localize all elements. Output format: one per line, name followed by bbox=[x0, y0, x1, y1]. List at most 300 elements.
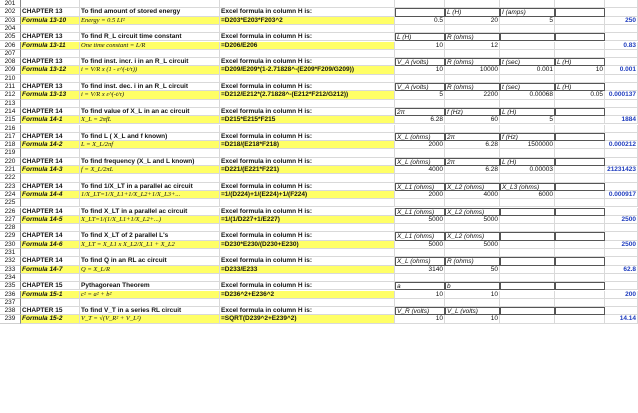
empty-cell[interactable] bbox=[500, 274, 555, 282]
description-cell[interactable]: To find X_LT in a parallel ac circuit bbox=[80, 208, 220, 216]
value-f-cell[interactable]: 5 bbox=[500, 17, 555, 25]
chapter-cell[interactable]: CHAPTER 13 bbox=[21, 83, 80, 91]
formula-label-cell[interactable]: Excel formula in column H is: bbox=[220, 183, 395, 191]
chapter-cell[interactable]: CHAPTER 14 bbox=[21, 208, 80, 216]
value-g-cell[interactable] bbox=[555, 266, 605, 274]
empty-cell[interactable] bbox=[220, 299, 395, 307]
value-d-cell[interactable]: 10 bbox=[395, 291, 445, 299]
empty-cell[interactable] bbox=[395, 224, 445, 232]
result-cell[interactable]: 1884 bbox=[605, 116, 638, 124]
formula-number-cell[interactable]: Formula 14-3 bbox=[21, 166, 80, 174]
column-e-header[interactable]: f (Hz) bbox=[445, 108, 500, 116]
empty-cell[interactable] bbox=[220, 100, 395, 108]
row-number[interactable]: 206 bbox=[0, 42, 21, 50]
column-h-header[interactable] bbox=[605, 183, 638, 191]
empty-cell[interactable] bbox=[555, 274, 605, 282]
value-g-cell[interactable] bbox=[555, 241, 605, 249]
value-f-cell[interactable]: 0.00003 bbox=[500, 166, 555, 174]
result-cell[interactable]: 2500 bbox=[605, 216, 638, 224]
description-cell[interactable]: To find X_LT of 2 parallel L's bbox=[80, 232, 220, 240]
empty-cell[interactable] bbox=[395, 249, 445, 257]
description-cell[interactable]: To find 1/X_LT in a parallel ac circuit bbox=[80, 183, 220, 191]
column-h-header[interactable] bbox=[605, 307, 638, 315]
value-g-cell[interactable] bbox=[555, 191, 605, 199]
column-d-header[interactable]: 2π bbox=[395, 108, 445, 116]
description-cell[interactable]: To find R_L circuit time constant bbox=[80, 33, 220, 41]
empty-cell[interactable] bbox=[220, 224, 395, 232]
row-number[interactable]: 221 bbox=[0, 166, 21, 174]
excel-formula-cell[interactable]: =D236^2+E236^2 bbox=[220, 291, 395, 299]
column-e-header[interactable]: R (ohms) bbox=[445, 58, 500, 66]
empty-cell[interactable] bbox=[555, 199, 605, 207]
excel-formula-cell[interactable]: =D233/E233 bbox=[220, 266, 395, 274]
row-number[interactable]: 216 bbox=[0, 125, 21, 133]
empty-cell[interactable] bbox=[21, 274, 80, 282]
column-d-header[interactable]: a bbox=[395, 282, 445, 290]
column-h-header[interactable] bbox=[605, 208, 638, 216]
value-f-cell[interactable]: 0.00068 bbox=[500, 91, 555, 99]
formula-label-cell[interactable]: Excel formula in column H is: bbox=[220, 232, 395, 240]
row-number[interactable]: 227 bbox=[0, 216, 21, 224]
formula-expression-cell[interactable]: L = X_L/2πf bbox=[80, 141, 220, 149]
empty-cell[interactable] bbox=[445, 125, 500, 133]
column-h-header[interactable] bbox=[605, 158, 638, 166]
row-number[interactable]: 229 bbox=[0, 232, 21, 240]
empty-cell[interactable] bbox=[80, 249, 220, 257]
excel-formula-cell[interactable]: =D212/E212*(2.71828^-(E212*F212/G212)) bbox=[220, 91, 395, 99]
result-cell[interactable]: 200 bbox=[605, 291, 638, 299]
empty-cell[interactable] bbox=[21, 174, 80, 182]
row-number[interactable]: 232 bbox=[0, 257, 21, 265]
empty-cell[interactable] bbox=[445, 224, 500, 232]
empty-cell[interactable] bbox=[500, 174, 555, 182]
formula-number-cell[interactable]: Formula 14-1 bbox=[21, 116, 80, 124]
row-number[interactable]: 236 bbox=[0, 291, 21, 299]
value-d-cell[interactable]: 6.28 bbox=[395, 116, 445, 124]
excel-formula-cell[interactable]: =1/(D224)+1/(E224)+1/(F224) bbox=[220, 191, 395, 199]
value-d-cell[interactable]: 10 bbox=[395, 42, 445, 50]
formula-expression-cell[interactable]: X_L = 2πfL bbox=[80, 116, 220, 124]
row-number[interactable]: 207 bbox=[0, 50, 21, 58]
empty-cell[interactable] bbox=[220, 199, 395, 207]
result-cell[interactable]: 0.000212 bbox=[605, 141, 638, 149]
empty-cell[interactable] bbox=[445, 25, 500, 33]
formula-label-cell[interactable]: Excel formula in column H is: bbox=[220, 108, 395, 116]
row-number[interactable]: 224 bbox=[0, 191, 21, 199]
empty-cell[interactable] bbox=[80, 50, 220, 58]
column-h-header[interactable] bbox=[605, 257, 638, 265]
column-e-header[interactable]: X_L2 (ohms) bbox=[445, 232, 500, 240]
result-cell[interactable]: 0.83 bbox=[605, 42, 638, 50]
value-f-cell[interactable] bbox=[500, 216, 555, 224]
row-number[interactable]: 219 bbox=[0, 149, 21, 157]
column-h-header[interactable] bbox=[605, 83, 638, 91]
column-f-header[interactable] bbox=[500, 282, 555, 290]
formula-label-cell[interactable]: Excel formula in column H is: bbox=[220, 307, 395, 315]
empty-cell[interactable] bbox=[500, 0, 555, 8]
empty-cell[interactable] bbox=[500, 100, 555, 108]
row-number[interactable]: 218 bbox=[0, 141, 21, 149]
chapter-cell[interactable]: CHAPTER 13 bbox=[21, 8, 80, 16]
excel-formula-cell[interactable]: =D203*E203*F203^2 bbox=[220, 17, 395, 25]
empty-cell[interactable] bbox=[220, 75, 395, 83]
empty-cell[interactable] bbox=[80, 274, 220, 282]
formula-label-cell[interactable]: Excel formula in column H is: bbox=[220, 33, 395, 41]
column-d-header[interactable]: V_A (volts) bbox=[395, 83, 445, 91]
formula-expression-cell[interactable]: Q = X_L/R bbox=[80, 266, 220, 274]
value-d-cell[interactable]: 10 bbox=[395, 315, 445, 323]
row-number[interactable]: 223 bbox=[0, 183, 21, 191]
empty-cell[interactable] bbox=[80, 174, 220, 182]
column-g-header[interactable]: L (H) bbox=[555, 58, 605, 66]
column-e-header[interactable]: X_L2 (ohms) bbox=[445, 208, 500, 216]
column-f-header[interactable] bbox=[500, 232, 555, 240]
row-number[interactable]: 228 bbox=[0, 224, 21, 232]
empty-cell[interactable] bbox=[555, 50, 605, 58]
value-g-cell[interactable]: 10 bbox=[555, 66, 605, 74]
empty-cell[interactable] bbox=[220, 0, 395, 8]
chapter-cell[interactable]: CHAPTER 15 bbox=[21, 282, 80, 290]
empty-cell[interactable] bbox=[500, 25, 555, 33]
empty-cell[interactable] bbox=[80, 299, 220, 307]
description-cell[interactable]: To find amount of stored energy bbox=[80, 8, 220, 16]
result-cell[interactable]: 250 bbox=[605, 17, 638, 25]
empty-cell[interactable] bbox=[445, 249, 500, 257]
empty-cell[interactable] bbox=[500, 50, 555, 58]
column-f-header[interactable]: t (sec) bbox=[500, 83, 555, 91]
value-f-cell[interactable] bbox=[500, 291, 555, 299]
empty-cell[interactable] bbox=[395, 25, 445, 33]
formula-number-cell[interactable]: Formula 14-7 bbox=[21, 266, 80, 274]
value-d-cell[interactable]: 4000 bbox=[395, 166, 445, 174]
result-cell[interactable]: 0.000917 bbox=[605, 191, 638, 199]
empty-cell[interactable] bbox=[21, 149, 80, 157]
value-f-cell[interactable] bbox=[500, 241, 555, 249]
empty-cell[interactable] bbox=[605, 50, 638, 58]
value-d-cell[interactable]: 0.5 bbox=[395, 17, 445, 25]
formula-label-cell[interactable]: Excel formula in column H is: bbox=[220, 58, 395, 66]
column-e-header[interactable]: R (ohms) bbox=[445, 33, 500, 41]
empty-cell[interactable] bbox=[605, 249, 638, 257]
formula-number-cell[interactable]: Formula 13-11 bbox=[21, 42, 80, 50]
empty-cell[interactable] bbox=[80, 199, 220, 207]
description-cell[interactable]: To find L ( X_L and f known) bbox=[80, 133, 220, 141]
empty-cell[interactable] bbox=[555, 0, 605, 8]
value-g-cell[interactable] bbox=[555, 17, 605, 25]
chapter-cell[interactable]: CHAPTER 14 bbox=[21, 158, 80, 166]
value-e-cell[interactable]: 5000 bbox=[445, 241, 500, 249]
row-number[interactable]: 212 bbox=[0, 91, 21, 99]
empty-cell[interactable] bbox=[395, 199, 445, 207]
column-g-header[interactable] bbox=[555, 33, 605, 41]
column-d-header[interactable]: X_L (ohms) bbox=[395, 133, 445, 141]
formula-expression-cell[interactable]: i = V/R x ε^(-t/τ) bbox=[80, 91, 220, 99]
empty-cell[interactable] bbox=[220, 174, 395, 182]
column-d-header[interactable]: V_A (volts) bbox=[395, 58, 445, 66]
excel-formula-cell[interactable]: =D221/(E221*F221) bbox=[220, 166, 395, 174]
empty-cell[interactable] bbox=[605, 224, 638, 232]
formula-label-cell[interactable]: Excel formula in column H is: bbox=[220, 257, 395, 265]
row-number[interactable]: 237 bbox=[0, 299, 21, 307]
value-e-cell[interactable]: 50 bbox=[445, 266, 500, 274]
value-e-cell[interactable]: 12 bbox=[445, 42, 500, 50]
empty-cell[interactable] bbox=[605, 125, 638, 133]
result-cell[interactable]: 0.001 bbox=[605, 66, 638, 74]
empty-cell[interactable] bbox=[395, 299, 445, 307]
row-number[interactable]: 233 bbox=[0, 266, 21, 274]
value-e-cell[interactable]: 10 bbox=[445, 315, 500, 323]
empty-cell[interactable] bbox=[395, 174, 445, 182]
row-number[interactable]: 230 bbox=[0, 241, 21, 249]
formula-number-cell[interactable]: Formula 14-4 bbox=[21, 191, 80, 199]
column-h-header[interactable] bbox=[605, 33, 638, 41]
chapter-cell[interactable]: CHAPTER 14 bbox=[21, 133, 80, 141]
empty-cell[interactable] bbox=[555, 174, 605, 182]
column-h-header[interactable] bbox=[605, 58, 638, 66]
empty-cell[interactable] bbox=[445, 50, 500, 58]
row-number[interactable]: 235 bbox=[0, 282, 21, 290]
empty-cell[interactable] bbox=[605, 174, 638, 182]
formula-label-cell[interactable]: Excel formula in column H is: bbox=[220, 8, 395, 16]
excel-formula-cell[interactable]: =D209/E209*(1-2.71828^-(E209*F209/G209)) bbox=[220, 66, 395, 74]
value-f-cell[interactable]: 5 bbox=[500, 116, 555, 124]
row-number[interactable]: 205 bbox=[0, 33, 21, 41]
formula-expression-cell[interactable]: V_T = √(V_R² + V_L²) bbox=[80, 315, 220, 323]
value-f-cell[interactable]: 0.001 bbox=[500, 66, 555, 74]
column-g-header[interactable] bbox=[555, 282, 605, 290]
column-f-header[interactable]: f (Hz) bbox=[500, 133, 555, 141]
description-cell[interactable]: To find Q in an RL ac circuit bbox=[80, 257, 220, 265]
column-d-header[interactable]: X_L1 (ohms) bbox=[395, 232, 445, 240]
empty-cell[interactable] bbox=[21, 50, 80, 58]
empty-cell[interactable] bbox=[395, 274, 445, 282]
formula-expression-cell[interactable]: i = V/R x (1 - ε^(-t/τ)) bbox=[80, 66, 220, 74]
excel-formula-cell[interactable]: =D215*E215*F215 bbox=[220, 116, 395, 124]
chapter-cell[interactable]: CHAPTER 14 bbox=[21, 183, 80, 191]
chapter-cell[interactable]: CHAPTER 15 bbox=[21, 307, 80, 315]
column-d-header[interactable]: L (H) bbox=[395, 33, 445, 41]
value-g-cell[interactable]: 0.05 bbox=[555, 91, 605, 99]
excel-formula-cell[interactable]: =D218/(E218*F218) bbox=[220, 141, 395, 149]
row-number[interactable]: 201 bbox=[0, 0, 21, 8]
formula-label-cell[interactable]: Excel formula in column H is: bbox=[220, 83, 395, 91]
result-cell[interactable]: 14.14 bbox=[605, 315, 638, 323]
formula-number-cell[interactable]: Formula 13-13 bbox=[21, 91, 80, 99]
chapter-cell[interactable]: CHAPTER 14 bbox=[21, 108, 80, 116]
value-e-cell[interactable]: 6.28 bbox=[445, 141, 500, 149]
empty-cell[interactable] bbox=[21, 199, 80, 207]
value-d-cell[interactable]: 5000 bbox=[395, 241, 445, 249]
empty-cell[interactable] bbox=[395, 125, 445, 133]
value-f-cell[interactable] bbox=[500, 266, 555, 274]
row-number[interactable]: 222 bbox=[0, 174, 21, 182]
row-number[interactable]: 220 bbox=[0, 158, 21, 166]
value-e-cell[interactable]: 10 bbox=[445, 291, 500, 299]
row-number[interactable]: 211 bbox=[0, 83, 21, 91]
excel-formula-cell[interactable]: =1/(1/D227+1/E227) bbox=[220, 216, 395, 224]
description-cell[interactable]: To find inst. incr. i in an R_L circuit bbox=[80, 58, 220, 66]
column-e-header[interactable]: R (ohms) bbox=[445, 257, 500, 265]
column-f-header[interactable] bbox=[500, 257, 555, 265]
empty-cell[interactable] bbox=[220, 149, 395, 157]
empty-cell[interactable] bbox=[80, 100, 220, 108]
column-f-header[interactable]: L (H) bbox=[500, 108, 555, 116]
value-e-cell[interactable]: 2200 bbox=[445, 91, 500, 99]
empty-cell[interactable] bbox=[555, 224, 605, 232]
result-cell[interactable]: 2500 bbox=[605, 241, 638, 249]
value-d-cell[interactable]: 5000 bbox=[395, 216, 445, 224]
empty-cell[interactable] bbox=[445, 75, 500, 83]
value-d-cell[interactable]: 3140 bbox=[395, 266, 445, 274]
value-e-cell[interactable]: 5000 bbox=[445, 216, 500, 224]
row-number[interactable]: 215 bbox=[0, 116, 21, 124]
empty-cell[interactable] bbox=[21, 224, 80, 232]
empty-cell[interactable] bbox=[80, 149, 220, 157]
empty-cell[interactable] bbox=[21, 0, 80, 8]
formula-expression-cell[interactable]: f = X_L/2πL bbox=[80, 166, 220, 174]
empty-cell[interactable] bbox=[21, 100, 80, 108]
formula-expression-cell[interactable]: X_LT=1/(1/X_L1+1/X_L2+...) bbox=[80, 216, 220, 224]
column-f-header[interactable]: X_L3 (ohms) bbox=[500, 183, 555, 191]
formula-label-cell[interactable]: Excel formula in column H is: bbox=[220, 133, 395, 141]
empty-cell[interactable] bbox=[21, 75, 80, 83]
column-h-header[interactable] bbox=[605, 282, 638, 290]
column-e-header[interactable]: 2π bbox=[445, 133, 500, 141]
empty-cell[interactable] bbox=[80, 25, 220, 33]
chapter-cell[interactable]: CHAPTER 13 bbox=[21, 33, 80, 41]
column-d-header[interactable]: X_L1 (ohms) bbox=[395, 208, 445, 216]
formula-expression-cell[interactable]: 1/X_LT=1/X_L1+1/X_L2+1/X_L3+... bbox=[80, 191, 220, 199]
empty-cell[interactable] bbox=[605, 100, 638, 108]
empty-cell[interactable] bbox=[445, 0, 500, 8]
column-g-header[interactable] bbox=[555, 158, 605, 166]
value-e-cell[interactable]: 10000 bbox=[445, 66, 500, 74]
column-g-header[interactable] bbox=[555, 257, 605, 265]
column-g-header[interactable] bbox=[555, 8, 605, 16]
empty-cell[interactable] bbox=[395, 149, 445, 157]
column-h-header[interactable] bbox=[605, 8, 638, 16]
row-number[interactable]: 214 bbox=[0, 108, 21, 116]
column-e-header[interactable]: R (ohms) bbox=[445, 83, 500, 91]
value-g-cell[interactable] bbox=[555, 116, 605, 124]
empty-cell[interactable] bbox=[555, 75, 605, 83]
description-cell[interactable]: To find frequency (X_L and L known) bbox=[80, 158, 220, 166]
column-d-header[interactable]: X_L (ohms) bbox=[395, 158, 445, 166]
empty-cell[interactable] bbox=[220, 249, 395, 257]
empty-cell[interactable] bbox=[500, 75, 555, 83]
column-d-header[interactable] bbox=[395, 8, 445, 16]
column-e-header[interactable]: b bbox=[445, 282, 500, 290]
empty-cell[interactable] bbox=[605, 25, 638, 33]
value-e-cell[interactable]: 20 bbox=[445, 17, 500, 25]
empty-cell[interactable] bbox=[555, 25, 605, 33]
row-number[interactable]: 238 bbox=[0, 307, 21, 315]
empty-cell[interactable] bbox=[555, 100, 605, 108]
empty-cell[interactable] bbox=[80, 125, 220, 133]
formula-expression-cell[interactable]: One time constant = L/R bbox=[80, 42, 220, 50]
value-e-cell[interactable]: 4000 bbox=[445, 191, 500, 199]
formula-label-cell[interactable]: Excel formula in column H is: bbox=[220, 282, 395, 290]
row-number[interactable]: 217 bbox=[0, 133, 21, 141]
formula-label-cell[interactable]: Excel formula in column H is: bbox=[220, 208, 395, 216]
column-g-header[interactable] bbox=[555, 133, 605, 141]
chapter-cell[interactable]: CHAPTER 13 bbox=[21, 58, 80, 66]
formula-number-cell[interactable]: Formula 14-5 bbox=[21, 216, 80, 224]
empty-cell[interactable] bbox=[445, 149, 500, 157]
column-f-header[interactable] bbox=[500, 208, 555, 216]
row-number[interactable]: 208 bbox=[0, 58, 21, 66]
empty-cell[interactable] bbox=[555, 299, 605, 307]
value-g-cell[interactable] bbox=[555, 42, 605, 50]
chapter-cell[interactable]: CHAPTER 14 bbox=[21, 257, 80, 265]
column-h-header[interactable] bbox=[605, 108, 638, 116]
formula-expression-cell[interactable]: X_LT = X_L1 x X_L2/X_L1 + X_L2 bbox=[80, 241, 220, 249]
value-g-cell[interactable] bbox=[555, 141, 605, 149]
row-number[interactable]: 225 bbox=[0, 199, 21, 207]
empty-cell[interactable] bbox=[500, 149, 555, 157]
column-d-header[interactable]: X_L (ohms) bbox=[395, 257, 445, 265]
row-number[interactable]: 202 bbox=[0, 8, 21, 16]
row-number[interactable]: 210 bbox=[0, 75, 21, 83]
value-f-cell[interactable]: 1500000 bbox=[500, 141, 555, 149]
empty-cell[interactable] bbox=[445, 174, 500, 182]
empty-cell[interactable] bbox=[395, 0, 445, 8]
column-g-header[interactable] bbox=[555, 232, 605, 240]
empty-cell[interactable] bbox=[80, 224, 220, 232]
empty-cell[interactable] bbox=[21, 299, 80, 307]
empty-cell[interactable] bbox=[220, 50, 395, 58]
empty-cell[interactable] bbox=[605, 0, 638, 8]
column-e-header[interactable]: 2π bbox=[445, 158, 500, 166]
value-d-cell[interactable]: 2000 bbox=[395, 141, 445, 149]
column-d-header[interactable]: X_L1 (ohms) bbox=[395, 183, 445, 191]
empty-cell[interactable] bbox=[395, 50, 445, 58]
row-number[interactable]: 239 bbox=[0, 315, 21, 323]
formula-number-cell[interactable]: Formula 13-12 bbox=[21, 66, 80, 74]
row-number[interactable]: 203 bbox=[0, 17, 21, 25]
column-g-header[interactable] bbox=[555, 183, 605, 191]
empty-cell[interactable] bbox=[80, 0, 220, 8]
formula-number-cell[interactable]: Formula 14-2 bbox=[21, 141, 80, 149]
column-e-header[interactable]: L (H) bbox=[445, 8, 500, 16]
column-g-header[interactable] bbox=[555, 108, 605, 116]
empty-cell[interactable] bbox=[21, 125, 80, 133]
row-number[interactable]: 204 bbox=[0, 25, 21, 33]
row-number[interactable]: 231 bbox=[0, 249, 21, 257]
empty-cell[interactable] bbox=[605, 149, 638, 157]
excel-formula-cell[interactable]: =SQRT(D239^2+E239^2) bbox=[220, 315, 395, 323]
value-g-cell[interactable] bbox=[555, 291, 605, 299]
value-f-cell[interactable] bbox=[500, 42, 555, 50]
description-cell[interactable]: To find inst. dec. i in an R_L circuit bbox=[80, 83, 220, 91]
empty-cell[interactable] bbox=[605, 199, 638, 207]
column-g-header[interactable] bbox=[555, 307, 605, 315]
empty-cell[interactable] bbox=[605, 75, 638, 83]
excel-formula-cell[interactable]: =D230*E230/(D230+E230) bbox=[220, 241, 395, 249]
formula-number-cell[interactable]: Formula 15-1 bbox=[21, 291, 80, 299]
column-e-header[interactable]: V_L (volts) bbox=[445, 307, 500, 315]
value-g-cell[interactable] bbox=[555, 216, 605, 224]
chapter-cell[interactable]: CHAPTER 14 bbox=[21, 232, 80, 240]
value-g-cell[interactable] bbox=[555, 166, 605, 174]
empty-cell[interactable] bbox=[21, 249, 80, 257]
formula-expression-cell[interactable]: c² = a² + b² bbox=[80, 291, 220, 299]
empty-cell[interactable] bbox=[555, 149, 605, 157]
column-f-header[interactable] bbox=[500, 307, 555, 315]
result-cell[interactable]: 62.8 bbox=[605, 266, 638, 274]
empty-cell[interactable] bbox=[21, 25, 80, 33]
description-cell[interactable]: To find value of X_L in an ac circuit bbox=[80, 108, 220, 116]
